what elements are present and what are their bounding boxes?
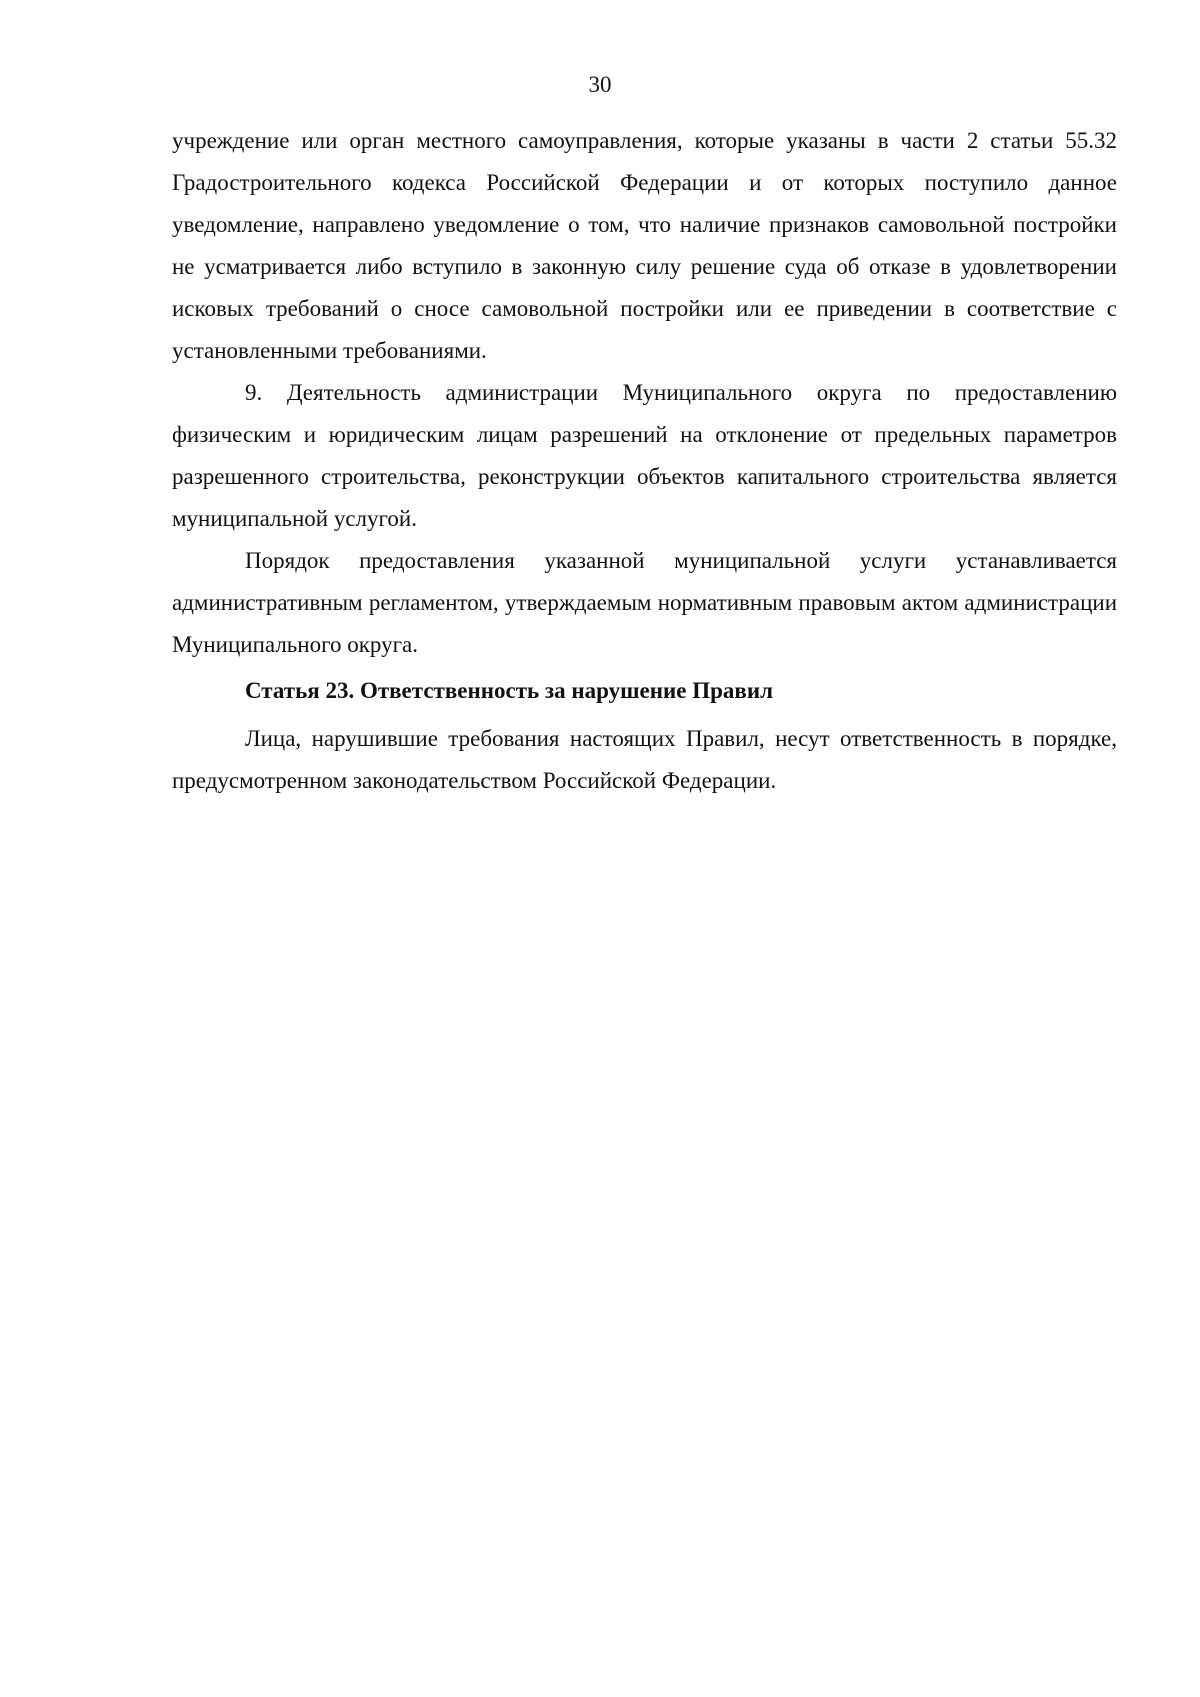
article-heading: Статья 23. Ответственность за нарушение Правил <box>245 678 773 703</box>
paragraph-item-9: 9. Деятельность администрации Муниципального округа по предоставлению физическим и юридическим лицам разрешений на отклонение от предельных параметров разрешенного строительства, реконструкции объектов капитального строительства является муниципальной услугой. <box>172 380 1117 531</box>
paragraph-procedure: Порядок предоставления указанной муниципальной услуги устанавливается административным регламентом, утверждаемым нормативным правовым актом администрации Муниципального округа. <box>172 548 1117 657</box>
page-number: 30 <box>588 72 612 97</box>
paragraph-continuation: учреждение или орган местного самоуправления, которые указаны в части 2 статьи 55.32 Градостроительного кодекса Российской Федерации и от которых поступило данное уведомление, направлено уведомление о том, что наличие признаков самовольной постройки не усматривается либо вступило в законную силу решение суда об отказе в удовлетворении исковых требований о сносе самовольной постройки или ее приведении в соответствие с установленными требованиями. <box>172 128 1117 363</box>
paragraph-liability: Лица, нарушившие требования настоящих Правил, несут ответственность в порядке, предусмотренном законодательством Российской Федерации. <box>172 726 1117 793</box>
document-body <box>172 120 1117 802</box>
